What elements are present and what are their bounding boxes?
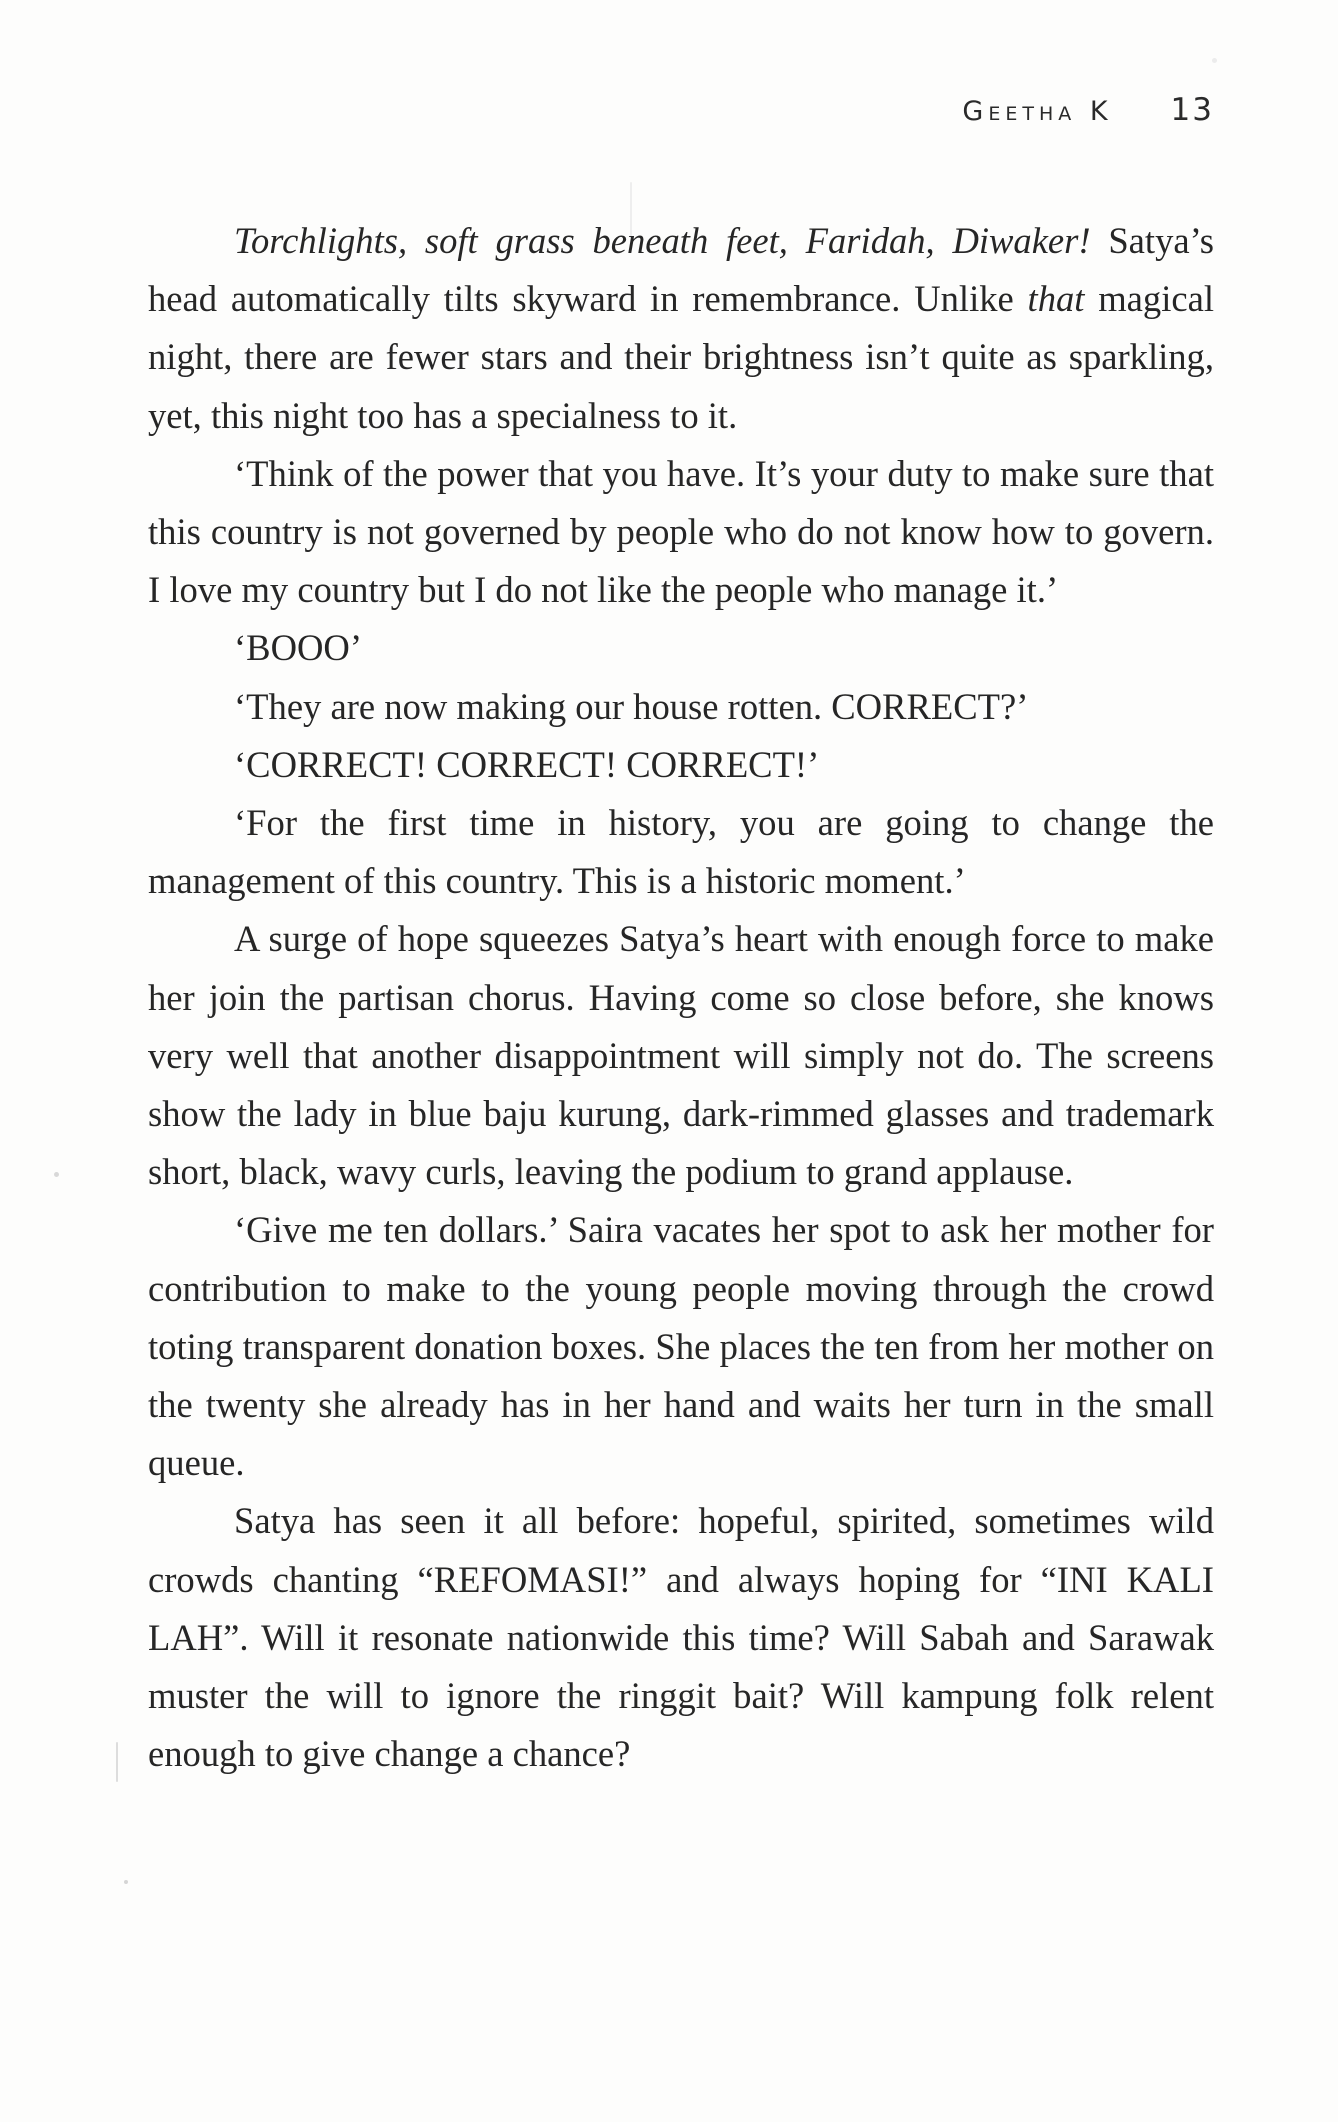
scan-mark xyxy=(1212,58,1217,63)
paragraph: ‘They are now making our house rotten. CORRECT?’ xyxy=(234,685,1029,727)
paragraph: ‘Give me ten dollars.’ Saira vacates her spot to ask her mother for contribution to make to the young people moving through the crowd toting transparent donation boxes. She places the ten from her mother on the twenty she already has in her hand and waits her turn in the small queue. xyxy=(148,1209,1214,1484)
paragraph: ‘Think of the power that you have. It’s your duty to make sure that this country is not governed by people who do not know how to govern. I love my country but I do not like the people who manage it.’ xyxy=(148,452,1214,611)
paragraph-text: Satya’s head automatically tilts skyward in remembrance. Unlike xyxy=(148,220,1214,320)
page-number: 13 xyxy=(1170,92,1214,128)
italic-emphasis: that xyxy=(1027,278,1085,320)
paragraph: ‘CORRECT! CORRECT! CORRECT!’ xyxy=(234,743,820,785)
scan-mark xyxy=(124,1880,128,1884)
scan-mark xyxy=(116,1742,118,1782)
italic-lead-in: Torchlights, soft grass beneath feet, Faridah, Diwaker! xyxy=(234,220,1091,261)
scan-mark xyxy=(54,1172,59,1177)
paragraph: Satya has seen it all before: hopeful, spirited, sometimes wild crowds chanting “REFOMASI!” and always hoping for “INI KALI LAH”. Will it resonate nationwide this time? Will Sabah and Sarawak muster the will to ignore the ringgit bait? Will kampung folk relent enough to give change a chance? xyxy=(148,1500,1214,1775)
running-header xyxy=(962,92,1214,128)
paragraph-text: magical night, there are fewer stars and their brightness isn’t quite as sparkling, yet, this night too has a specialness to it. xyxy=(148,278,1214,436)
paragraph: ‘For the first time in history, you are going to change the management of this country. This is a historic moment.’ xyxy=(148,802,1214,902)
paragraph: ‘BOOO’ xyxy=(234,627,363,669)
paragraph: A surge of hope squeezes Satya’s heart with enough force to make her join the partisan chorus. Having come so close before, she knows very well that another disappointment will simply not do. The screens show the lady in blue baju kurung, dark-rimmed glasses and trademark short, black, wavy curls, leaving the podium to grand applause. xyxy=(148,918,1214,1193)
running-header-author: Geetha K xyxy=(962,96,1113,127)
body-text xyxy=(148,212,1214,1783)
paragraph xyxy=(148,212,1214,445)
